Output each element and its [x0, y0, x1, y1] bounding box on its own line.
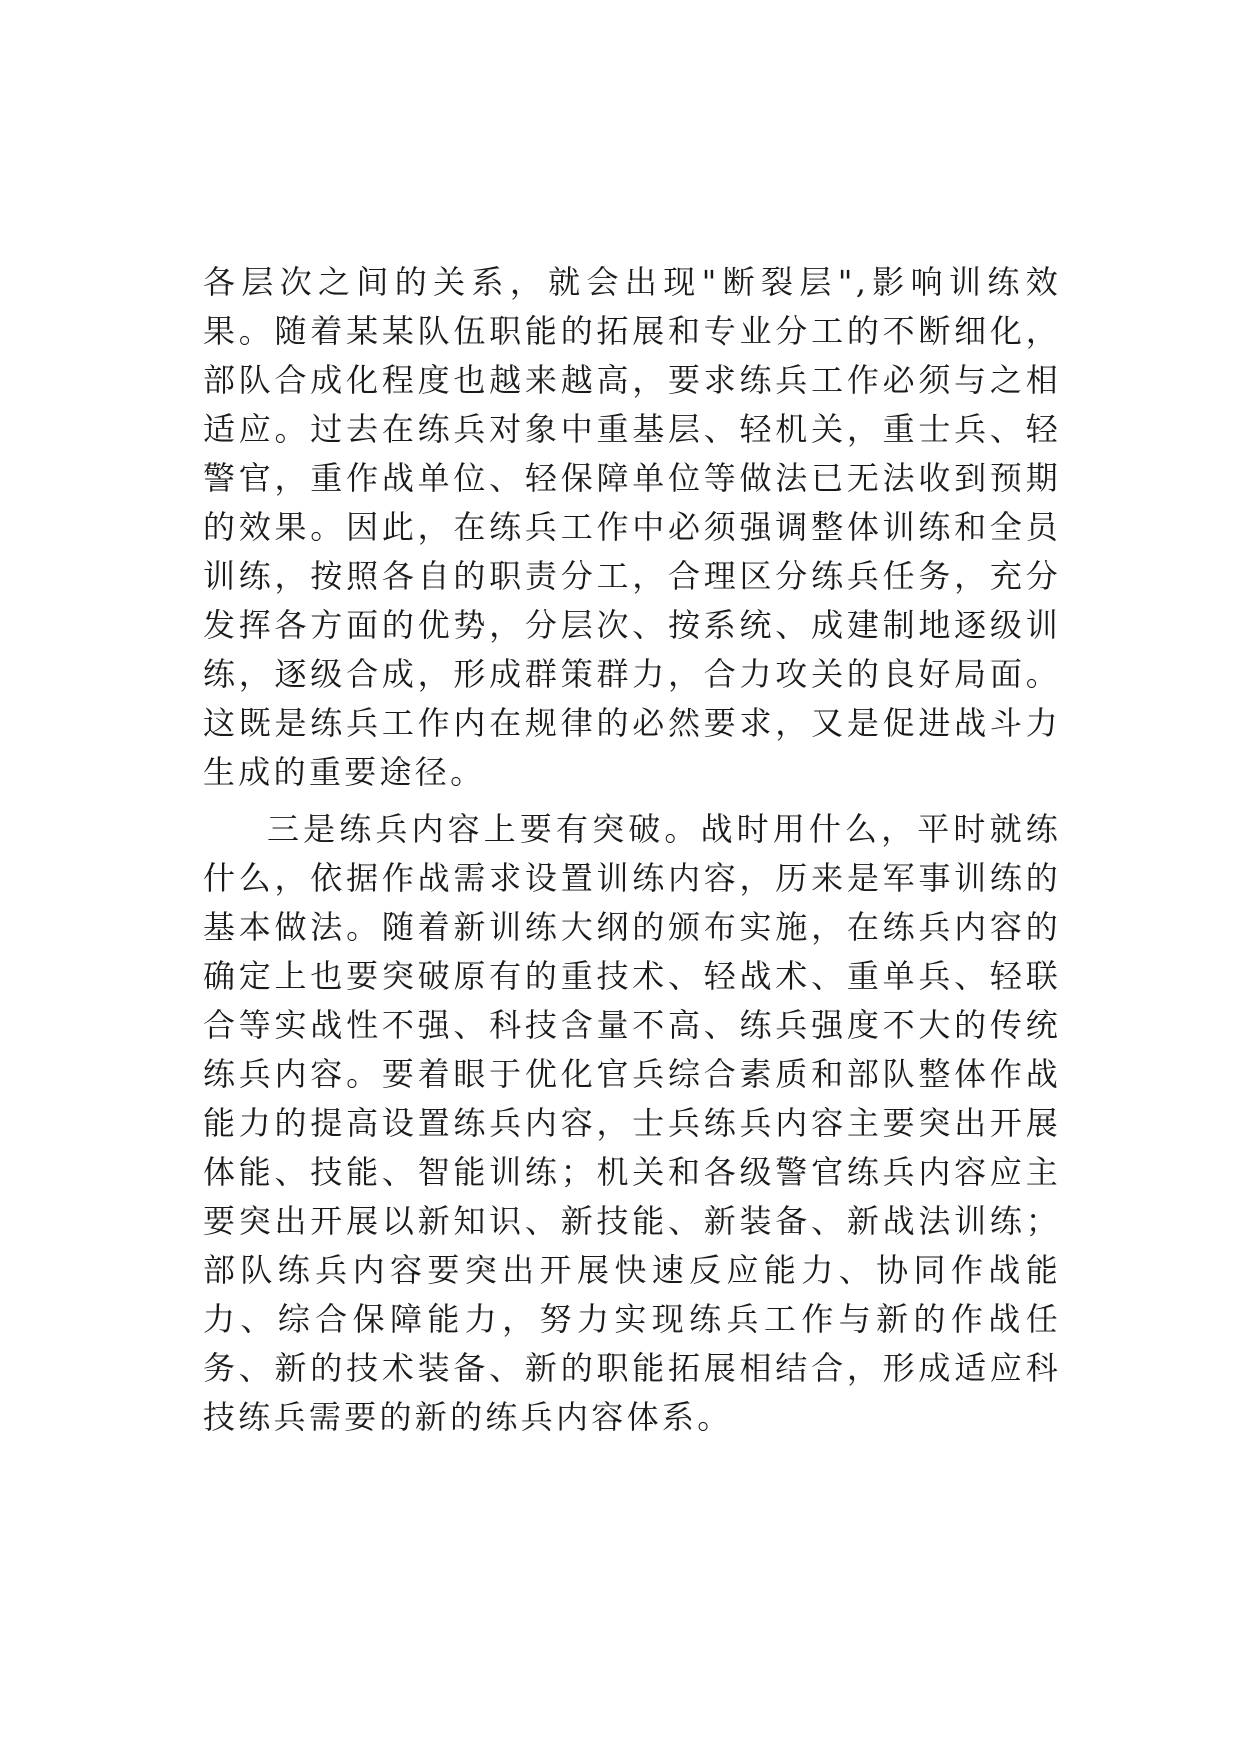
- paragraph-content-breakthrough: 三是练兵内容上要有突破。战时用什么，平时就练什么，依据作战需求设置训练内容，历来是军事训练的基本做法。随着新训练大纲的颁布实施，在练兵内容的确定上也要突破原有的重技术、轻战术、重单兵、轻联合等实战性不强、科技含量不高、练兵强度不大的传统练兵内容。要着眼于优化官兵综合素质和部队整体作战能力的提高设置练兵内容，士兵练兵内容主要突出开展体能、技能、智能训练；机关和各级警官练兵内容应主要突出开展以新知识、新技能、新装备、新战法训练；部队练兵内容要突出开展快速反应能力、协同作战能力、综合保障能力，努力实现练兵工作与新的作战任务、新的技术装备、新的职能拓展相结合，形成适应科技练兵需要的新的练兵内容体系。: [203, 810, 1061, 1436]
- paragraph-continuation: 各层次之间的关系，就会出现"断裂层",影响训练效果。随着某某队伍职能的拓展和专业分工的不断细化，部队合成化程度也越来越高，要求练兵工作必须与之相适应。过去在练兵对象中重基层、轻机关，重士兵、轻警官，重作战单位、轻保障单位等做法已无法收到预期的效果。因此，在练兵工作中必须强调整体训练和全员训练，按照各自的职责分工，合理区分练兵任务，充分发挥各方面的优势，分层次、按系统、成建制地逐级训练，逐级合成，形成群策群力，合力攻关的良好局面。这既是练兵工作内在规律的必然要求，又是促进战斗力生成的重要途径。: [203, 263, 1061, 791]
- body-text: [203, 258, 1061, 1442]
